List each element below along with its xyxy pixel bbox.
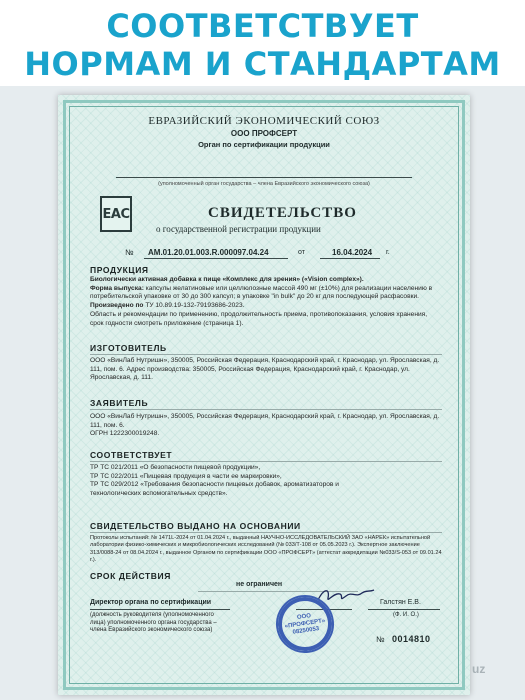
certificate-subtitle: о государственной регистрации продукции <box>156 224 321 234</box>
headline-line-1: СООТВЕТСТВУЕТ <box>106 7 419 45</box>
serial-label: № <box>376 635 385 644</box>
number-underline <box>144 258 288 259</box>
manufacturer-heading: ИЗГОТОВИТЕЛЬ <box>90 343 167 353</box>
product-name: Биологически активная добавка к пище «Комплекс для зрения» («Vision complex»). <box>90 276 364 283</box>
year-suffix: г. <box>386 249 390 256</box>
release-form-text: капсулы желатиновые или целлюлозные массой 490 мг (±10%) для реализации населению в потребительской упаковке от 30 до 300 капсул; в упаковке "in bulk" до 20 кг для последующей расфасовки. <box>90 284 433 301</box>
release-form-label: Форма выпуска: <box>90 284 144 292</box>
applicant-divider <box>90 409 442 410</box>
number-label: № <box>125 248 134 257</box>
union-title: ЕВРАЗИЙСКИЙ ЭКОНОМИЧЕСКИЙ СОЮЗ <box>148 115 380 127</box>
validity-value: не ограничен <box>236 581 283 588</box>
applicant-address: ООО «ВинЛаб Нутришн», 350005, Российская Федерация, Краснодарский край, г. Краснодар, ул. Ярославская, д. 111, пом. 6. <box>90 413 440 429</box>
header-divider <box>116 177 412 178</box>
compliance-item: ТР ТС 029/2012 «Требования безопасности пищевых добавок, ароматизаторов и технологических вспомогательных средств». <box>90 481 339 498</box>
registration-date: 16.04.2024 <box>332 248 373 257</box>
issuer-role: Орган по сертификации продукции <box>198 140 330 149</box>
basis-text: Протоколы испытаний: № 1471L-2024 от 01.04.2024 г., выданный НАУЧНО-ИССЛЕДОВАТЕЛЬСКИЙ ЗАО «НАРЕК» испытательной лаборатории физико-химических и микробиологических исследований (№ 033/Т-108 от 05.05.2023 г.). Экспертное заключение 313/0088-24 от 08.04.2024 г., выданное Органом по сертификации ООО «ПРОФСЕРТ» (аттестат аккредитации №033/S-053 от 09.01.24 г.). <box>90 535 442 564</box>
compliance-divider <box>90 461 442 462</box>
certificate-document <box>58 95 470 695</box>
eac-logo <box>100 196 132 232</box>
product-heading: ПРОДУКЦИЯ <box>90 265 149 275</box>
watermark: uz <box>472 662 486 676</box>
signatory-role: Директор органа по сертификации <box>90 599 212 606</box>
role-underline <box>90 609 230 610</box>
headline-line-2: НОРМАМ И СТАНДАРТАМ <box>24 45 501 83</box>
applicant-heading: ЗАЯВИТЕЛЬ <box>90 398 149 408</box>
date-from-label: от <box>298 249 305 256</box>
issuer-name: ООО ПРОФСЕРТ <box>230 129 298 138</box>
header-caption: (уполномоченный орган государства – члена Евразийского экономического союза) <box>158 181 370 187</box>
signatory-caption: (должность руководителя (уполномоченного лица) уполномоченного органа государства – члена Евразийского экономического союза) <box>90 612 217 634</box>
compliance-item: ТР ТС 022/2011 «Пищевая продукция в части ее маркировки», <box>90 472 282 480</box>
date-underline <box>320 258 380 259</box>
compliance-list <box>90 464 390 499</box>
product-usage-text: Область и рекомендации по применению, продолжительность приема, противопоказания, условия хранения, срок годности смотреть приложение (страница 1). <box>90 310 428 327</box>
applicant-ogrn: ОГРН 1222300019248. <box>90 430 160 438</box>
manufacturer-divider <box>90 354 442 355</box>
basis-heading: СВИДЕТЕЛЬСТВО ВЫДАНО НА ОСНОВАНИИ <box>90 521 301 531</box>
registration-number: AM.01.20.01.003.R.000097.04.24 <box>148 248 269 257</box>
eac-logo-text: EAC <box>102 206 130 222</box>
produced-by-text: ТУ 10.89.19-132-79193686-2023. <box>145 302 245 310</box>
signatory-name: Галстян Е.В. <box>380 599 421 606</box>
applicant-text <box>90 413 442 439</box>
name-underline <box>368 609 440 610</box>
name-caption: (Ф. И. О.) <box>393 612 419 618</box>
compliance-heading: СООТВЕТСТВУЕТ <box>90 450 173 460</box>
product-text <box>90 276 442 328</box>
stamp-text: ООО «ПРОФСЕРТ» 08250053 <box>284 612 326 636</box>
serial-number: 0014810 <box>392 634 431 644</box>
compliance-item: ТР ТС 021/2011 «О безопасности пищевой продукции», <box>90 464 261 471</box>
manufacturer-text: ООО «ВинЛаб Нутришн», 350005, Российская Федерация, Краснодарский край, г. Краснодар, ул. Ярославская, д. 111, пом. 6. Адрес производства: 350005, Российская Федерация, Краснодарский край, г. Краснодар, ул. Ярославская, д. 111. <box>90 357 440 382</box>
validity-heading: СРОК ДЕЙСТВИЯ <box>90 571 171 581</box>
certificate-title: СВИДЕТЕЛЬСТВО <box>208 205 357 221</box>
headline-banner <box>0 0 525 86</box>
basis-divider <box>90 532 442 533</box>
produced-by-label: Произведено по <box>90 302 144 310</box>
